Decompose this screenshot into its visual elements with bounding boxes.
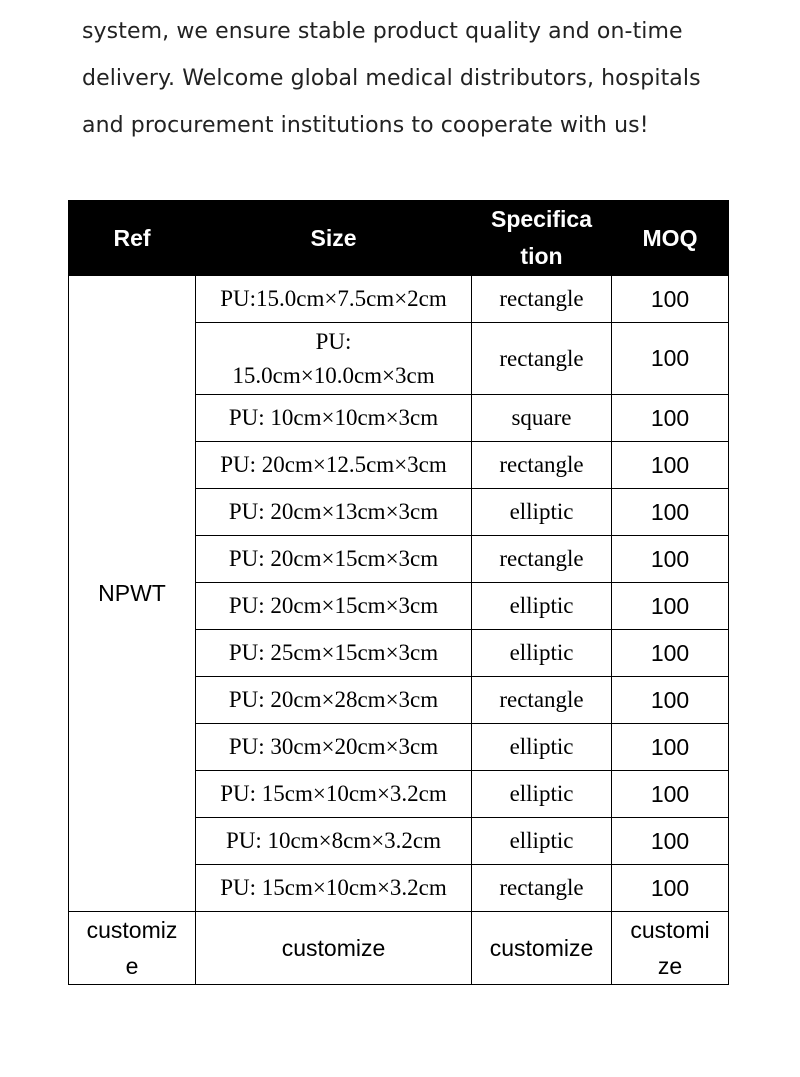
- custom-size-cell: customize: [196, 912, 472, 985]
- size-cell: PU: 20cm×15cm×3cm: [196, 583, 472, 630]
- header-spec-line1: Specifica: [491, 206, 592, 232]
- moq-cell: 100: [612, 771, 729, 818]
- moq-cell: 100: [612, 489, 729, 536]
- shape-cell: elliptic: [472, 724, 612, 771]
- size-line1: PU:: [315, 328, 352, 354]
- header-size: Size: [196, 201, 472, 276]
- size-cell: PU: 25cm×15cm×3cm: [196, 630, 472, 677]
- custom-row: [69, 912, 729, 985]
- shape-cell: square: [472, 395, 612, 442]
- moq-cell: 100: [612, 276, 729, 323]
- shape-cell: rectangle: [472, 677, 612, 724]
- size-cell: PU: 20cm×13cm×3cm: [196, 489, 472, 536]
- shape-cell: rectangle: [472, 536, 612, 583]
- shape-cell: rectangle: [472, 865, 612, 912]
- moq-cell: 100: [612, 395, 729, 442]
- size-cell: PU: 20cm×28cm×3cm: [196, 677, 472, 724]
- size-cell: PU: 15cm×10cm×3.2cm: [196, 771, 472, 818]
- shape-cell: elliptic: [472, 583, 612, 630]
- product-spec-table: [68, 200, 729, 985]
- size-cell: PU: 15cm×10cm×3.2cm: [196, 865, 472, 912]
- header-specification: [472, 201, 612, 276]
- moq-cell: 100: [612, 818, 729, 865]
- size-cell: PU: 10cm×10cm×3cm: [196, 395, 472, 442]
- shape-cell: elliptic: [472, 818, 612, 865]
- custom-ref-line1: customiz: [86, 917, 178, 943]
- size-cell: [196, 323, 472, 395]
- shape-cell: rectangle: [472, 276, 612, 323]
- size-line2: 15.0cm×10.0cm×3cm: [232, 362, 435, 388]
- header-spec-line2: tion: [520, 243, 563, 269]
- custom-spec-cell: customize: [472, 912, 612, 985]
- moq-cell: 100: [612, 442, 729, 489]
- header-ref: Ref: [69, 201, 196, 276]
- intro-paragraph: [82, 8, 782, 149]
- intro-line: system, we ensure stable product quality and on-time: [82, 19, 683, 44]
- shape-cell: elliptic: [472, 489, 612, 536]
- shape-cell: elliptic: [472, 771, 612, 818]
- moq-cell: 100: [612, 865, 729, 912]
- intro-line: delivery. Welcome global medical distributors, hospitals: [82, 66, 701, 91]
- moq-cell: 100: [612, 724, 729, 771]
- moq-cell: 100: [612, 630, 729, 677]
- size-cell: PU: 20cm×12.5cm×3cm: [196, 442, 472, 489]
- shape-cell: rectangle: [472, 442, 612, 489]
- intro-line: and procurement institutions to cooperate with us!: [82, 113, 649, 138]
- moq-cell: 100: [612, 583, 729, 630]
- custom-ref-line2: e: [125, 953, 139, 979]
- table-header-row: [69, 201, 729, 276]
- custom-moq-cell: [612, 912, 729, 985]
- custom-ref-cell: [69, 912, 196, 985]
- ref-cell-npwt: NPWT: [69, 276, 196, 912]
- moq-cell: 100: [612, 677, 729, 724]
- shape-cell: elliptic: [472, 630, 612, 677]
- size-cell: PU: 30cm×20cm×3cm: [196, 724, 472, 771]
- size-cell: PU: 20cm×15cm×3cm: [196, 536, 472, 583]
- size-cell: PU: 10cm×8cm×3.2cm: [196, 818, 472, 865]
- table-row: [69, 276, 729, 323]
- custom-moq-line2: ze: [657, 953, 683, 979]
- shape-cell: rectangle: [472, 323, 612, 395]
- custom-moq-line1: customi: [630, 917, 710, 943]
- size-cell: PU:15.0cm×7.5cm×2cm: [196, 276, 472, 323]
- moq-cell: 100: [612, 323, 729, 395]
- header-moq: MOQ: [612, 201, 729, 276]
- moq-cell: 100: [612, 536, 729, 583]
